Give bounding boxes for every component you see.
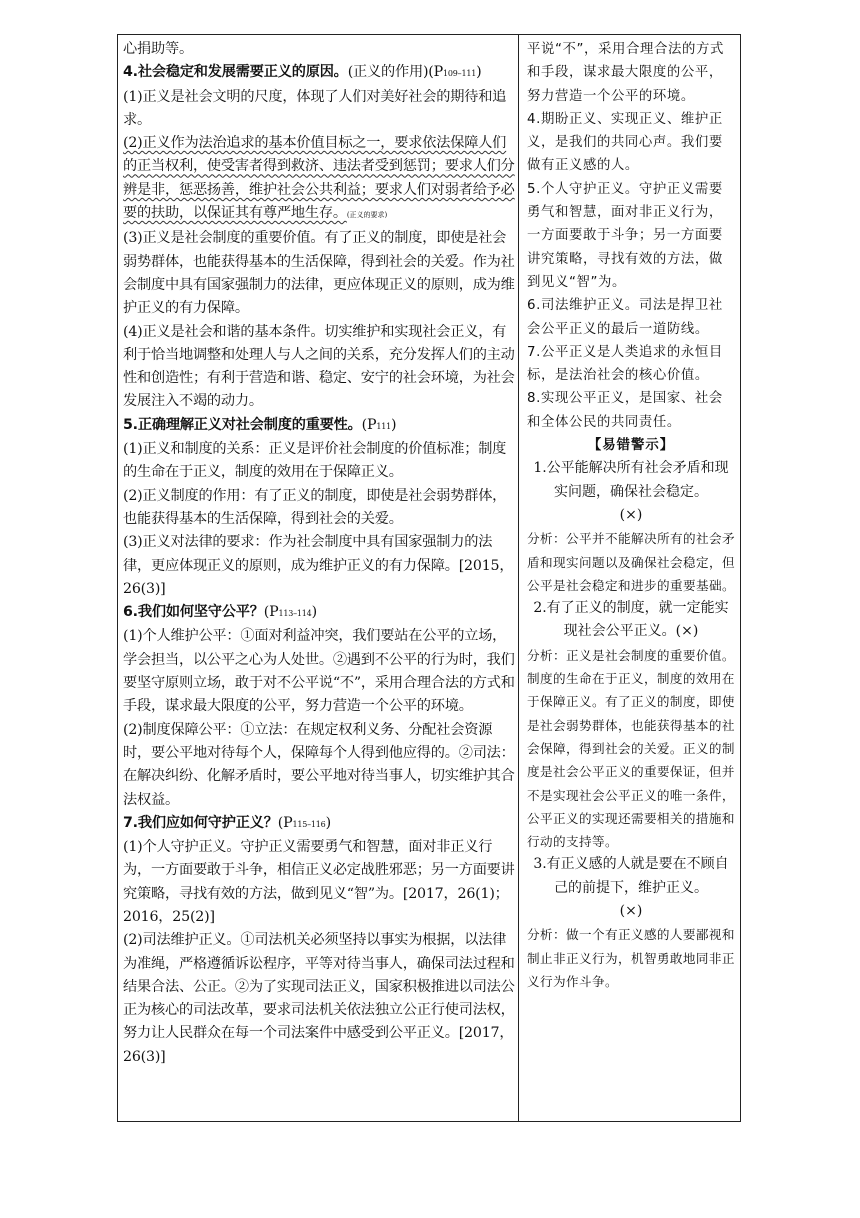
section-7-heading: 7.我们应如何守护正义？(P115–116): [123, 814, 331, 831]
section-4-point-4: (4)正义是社会和谐的基本条件。切实维护和实现社会正义，有利于恰当地调整和处理人与人之间的关系，充分发挥人们的主动性和创造性；有利于营造和谐、稳定、安宁的社会环境，为社会发展注入不竭的动力。: [123, 323, 515, 410]
section-7-point-2: (2)司法维护正义。①司法机关必须坚持以事实为根据，以法律为准绳，严格遵循诉讼程序，平等对待当事人，确保司法过程和结果合法、公正。②为了实现司法正义，国家积极推进以司法公正为核心的司法改革，要求司法机关依法独立公正行使司法权，努力让人民群众在每一个司法案件中感受到公平正义。[2017，26(3)]: [123, 932, 515, 1065]
section-6-point-1: (1)个人维护公平：①面对利益冲突，我们要站在公平的立场，学会担当，以公平之心为人处世。②遇到不公平的行为时，我们要坚守原则立场，敢于对不公平说“不”，采用合理合法的方式和手段，谋求最大限度的公平，努力营造一个公平的环境。: [123, 628, 515, 715]
section-5-point-1: (1)正义和制度的关系：正义是评价社会制度的价值标准；制度的生命在于正义，制度的效用在于保障正义。: [123, 441, 507, 481]
summary-item-7: 7.公平正义是人类追求的永恒目标，是法治社会的核心价值。: [527, 344, 723, 384]
error-item-2: 2.有了正义的制度，就一定能实现社会公平正义。(×): [533, 600, 729, 640]
summary-continuation: 平说“不”，采用合理合法的方式和手段，谋求最大限度的公平，努力营造一个公平的环境。: [527, 42, 724, 104]
section-7-point-1: (1)个人守护正义。守护正义需要勇气和智慧，面对非正义行为，一方面要敢于斗争，相信正义必定战胜邪恶；另一方面要讲究策略，寻找有效的方法，做到见义“智”为。[2017，26(1)；2016，25(2)]: [123, 839, 515, 925]
error-analysis-2: 分析：正义是社会制度的重要价值。制度的生命在于正义，制度的效用在于保障正义。有了正义的制度，即使是社会弱势群体，也能获得基本的社会保障，得到社会的关爱。正义的制度是社会公平正义的重要保证，但并不是实现社会公平正义的唯一条件，公平正义的实现还需要相关的措施和行动的支持等。: [527, 647, 735, 850]
section-4-point-3: (3)正义是社会制度的重要价值。有了正义的制度，即使是社会弱势群体，也能获得基本的生活保障，得到社会的关爱。作为社会制度中具有国家强制力的法律，更应体现正义的原则，成为维护正义的有力保障。: [123, 230, 515, 317]
summary-item-5: 5.个人守护正义。守护正义需要勇气和智慧，面对非正义行为，一方面要敢于斗争；另一方面要讲究策略，寻找有效的方法，做到见义“智”为。: [527, 181, 723, 290]
section-5-point-2: (2)正义制度的作用：有了正义的制度，即使是社会弱势群体，也能获得基本的生活保障，得到社会的关爱。: [123, 487, 507, 527]
section-5-point-3: (3)正义对法律的要求：作为社会制度中具有国家强制力的法律，更应体现正义的原则，成为维护正义的有力保障。[2015，26(3)]: [123, 534, 514, 597]
section-4-note: (正义的作用)(P: [347, 64, 443, 81]
section-6-heading: 6.我们如何坚守公平？(P113–114): [123, 604, 317, 621]
error-item-1-mark: (×): [619, 506, 643, 523]
section-7-pages: 115–116: [292, 819, 326, 829]
error-warning-heading: 【易错警示】: [587, 438, 675, 454]
section-4-point-2-tag: (正义的要求): [346, 211, 388, 220]
summary-item-6: 6.司法维护正义。司法是捍卫社会公平正义的最后一道防线。: [527, 298, 723, 337]
section-5-pages: 111: [376, 421, 392, 431]
error-analysis-1: 分析：公平并不能解决所有的社会矛盾和现实问题以及确保社会稳定，但公平是社会稳定和进步的重要基础。: [527, 531, 735, 593]
right-column: [527, 38, 735, 993]
column-divider: [518, 34, 519, 1122]
section-7-title: 7.我们应如何守护正义？: [123, 814, 278, 831]
section-4-point-2: (2)正义作为法治追求的基本价值目标之一，要求依法保障人们的正当权利，使受害者得到救济、违法者受到惩罚；要求人们分辨是非，惩恶扬善，维护社会公共利益；要求人们对弱者给予必要的扶助，以保证其有尊严地生存。(正义的要求): [123, 135, 515, 222]
section-4-point-1: (1)正义是社会文明的尺度，体现了人们对美好社会的期待和追求。: [123, 88, 507, 128]
section-4-pages: 109–111: [442, 69, 477, 79]
section-4-heading: 4.社会稳定和发展需要正义的原因。(正义的作用)(P109–111): [123, 64, 482, 81]
section-5-heading: 5.正确理解正义对社会制度的重要性。(P111): [123, 416, 397, 433]
section-6-title: 6.我们如何坚守公平？: [123, 604, 264, 621]
error-analysis-3: 分析：做一个有正义感的人要鄙视和制止非正义行为，机智勇敢地同非正义行为作斗争。: [527, 927, 735, 989]
section-4-title: 4.社会稳定和发展需要正义的原因。: [123, 64, 348, 81]
section-6-point-2: (2)制度保障公平：①立法：在规定权利义务、分配社会资源时，要公平地对待每个人，保障每个人得到他应得的。②司法：在解决纠纷、化解矛盾时，要公平地对待当事人，切实维护其合法权益。: [123, 721, 515, 808]
section-5-title: 5.正确理解正义对社会制度的重要性。: [123, 416, 362, 433]
summary-item-4: 4.期盼正义、实现正义、维护正义，是我们的共同心声。我们要做有正义感的人。: [527, 111, 723, 174]
error-item-3: 3.有正义感的人就是要在不顾自己的前提下，维护正义。: [533, 856, 729, 896]
continuation-line: 心捐助等。: [123, 41, 193, 57]
section-6-pages: 113–114: [278, 609, 312, 619]
summary-item-8: 8.实现公平正义，是国家、社会和全体公民的共同责任。: [527, 391, 723, 430]
error-item-1: 1.公平能解决所有社会矛盾和现实问题，确保社会稳定。: [533, 460, 729, 500]
left-column: [123, 38, 515, 1069]
error-item-3-mark: (×): [619, 902, 643, 919]
